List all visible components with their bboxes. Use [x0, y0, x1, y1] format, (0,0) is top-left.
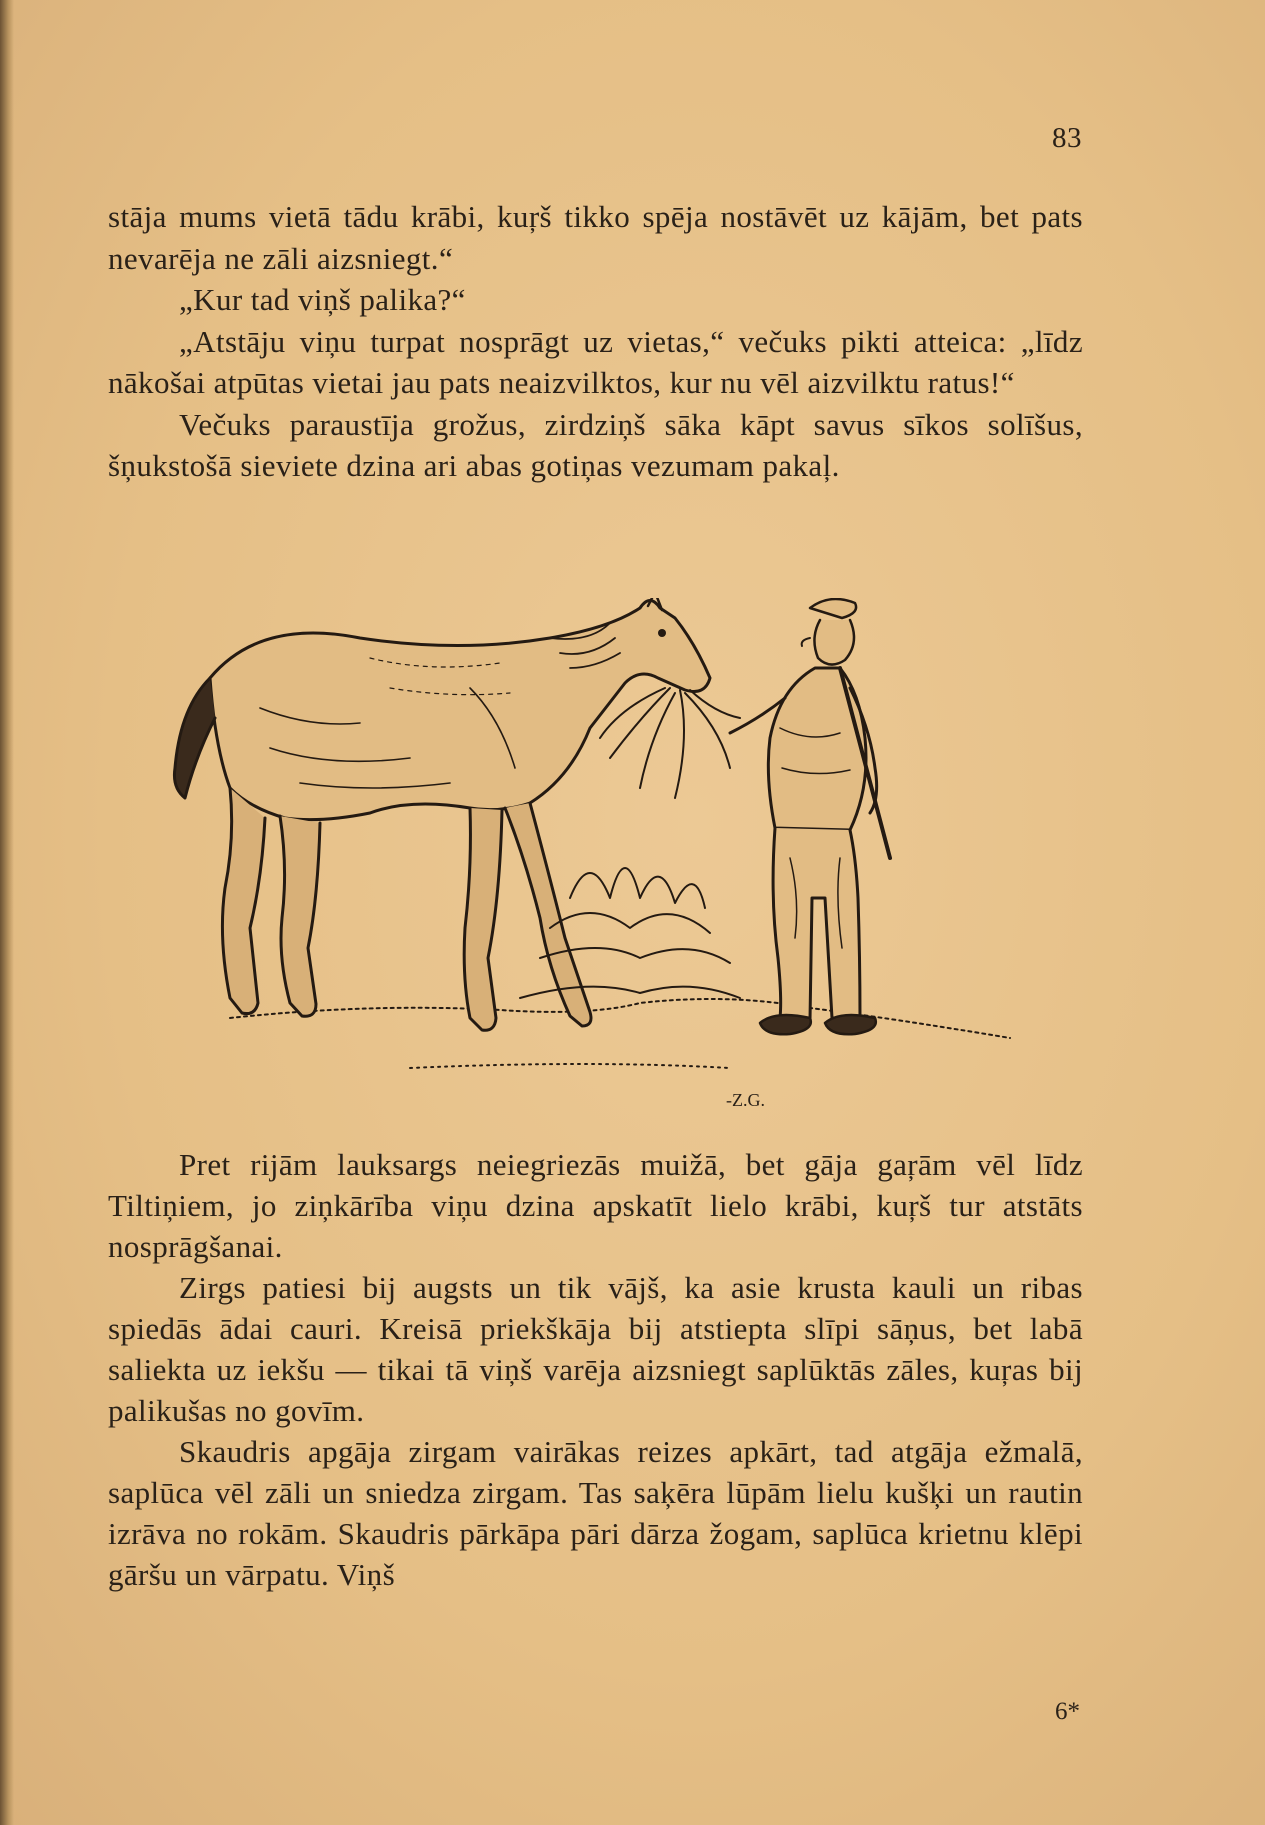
top-text-block — [108, 196, 1083, 487]
paragraph-2: „Kur tad viņš palika?“ — [179, 282, 466, 317]
signature-mark: 6* — [1055, 1698, 1080, 1725]
paragraph-1: stāja mums vietā tādu krābi, kuŗš tikko spēja nostāvēt uz kājām, bet pats nevarēja ne zāli aizsniegt.“ — [108, 199, 1083, 276]
paragraph-3: „Atstāju viņu turpat nosprāgt uz vietas,“ večuks pikti atteica: „līdz nākošai atpūtas vietai jau pats neaizvilktos, kur nu vēl aizvilktu ratus!“ — [108, 323, 1083, 400]
paragraph-7: Skaudris apgāja zirgam vairākas reizes apkārt, tad atgāja ežmalā, saplūca vēl zāli un sniedza zirgam. Tas saķēra lūpām lielu kušķi un rautin izrāva no rokām. Skaudris pārkāpa pāri dārza žogam, saplūca krietnu klēpi gāršu un vārpatu. Viņš — [108, 1434, 1083, 1592]
paragraph-4: Večuks paraustīja grožus, zirdziņš sāka kāpt savus sīkos solīšus, šņukstošā sieviete dzina ari abas gotiņas vezumam pakaļ. — [108, 406, 1083, 483]
page-number: 83 — [1052, 122, 1082, 154]
bottom-text-block — [108, 1144, 1083, 1595]
book-spine-shadow — [0, 0, 14, 1825]
paragraph-5: Pret rijām lauksargs neiegriezās muižā, bet gāja gaŗām vēl līdz Tiltiņiem, jo ziņkārība viņu dzina apskatīt lielo krābi, kuŗš tur atstāts nosprāgšanai. — [108, 1147, 1083, 1264]
paragraph-6: Zirgs patiesi bij augsts un tik vājš, ka asie krusta kauli un ribas spiedās ādai cauri. Kreisā priekškāja bij atstiepta slīpi sāņus, bet labā saliekta uz iekšu — tikai tā viņš varēja aizsniegt saplūktās zāles, kuŗas bij palikušas no govīm. — [108, 1270, 1083, 1428]
artist-mark: -Z.G. — [726, 1090, 765, 1110]
horse-and-man-illustration-icon — [170, 598, 1030, 1118]
